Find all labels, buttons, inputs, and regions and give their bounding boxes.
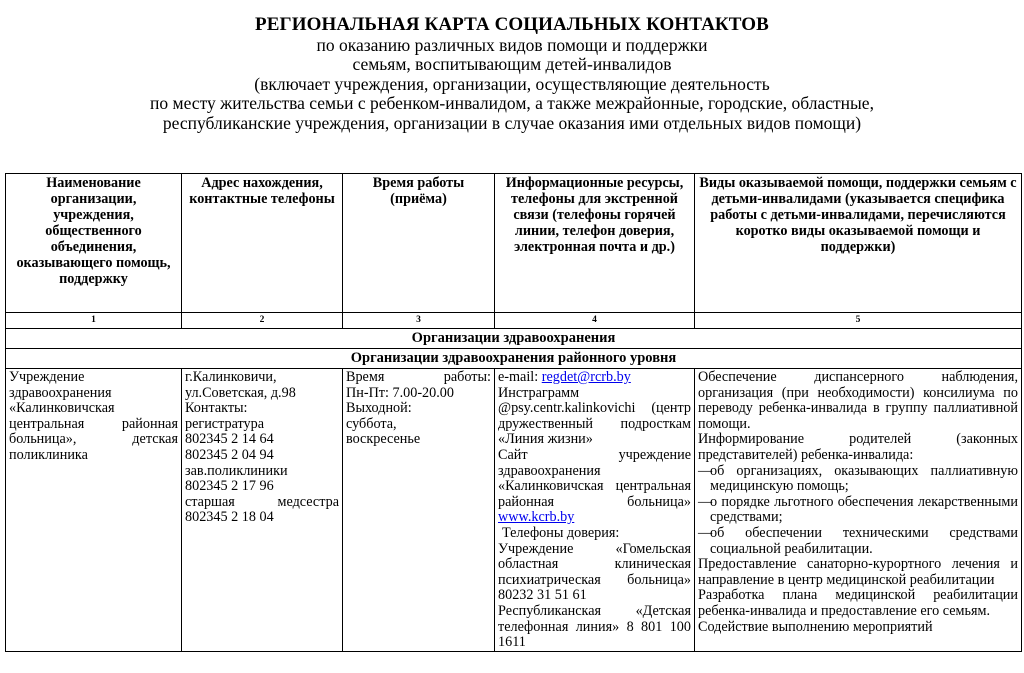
list-item-text: об обеспечении техническими средствами социальной реабилитации. <box>710 524 1018 557</box>
contacts-table <box>5 173 1022 652</box>
subsection-row <box>6 349 1022 369</box>
help-paragraph: Предоставление санаторно-курортного лечения и направление в центр медицинской реабилитации <box>698 556 1018 588</box>
address-line: регистратура <box>185 415 264 432</box>
list-item <box>698 495 1018 526</box>
help-paragraph: Информирование родителей (законных представителей) ребенка-инвалида: <box>698 431 1018 463</box>
email-label: e-mail: <box>498 369 542 385</box>
table-header-row <box>6 174 1022 313</box>
list-item <box>698 464 1018 495</box>
subtitle-line: республиканские учреждения, организации в случае оказания ими отдельных видов помощи) <box>162 112 862 133</box>
hotline-item: Учреждение «Гомельская областная клиническая психиатрическая больница» 80232 31 51 61 <box>498 540 691 604</box>
phone-number: 802345 2 14 64 <box>185 431 274 448</box>
email-link[interactable]: regdet@rcrb.by <box>541 369 631 385</box>
phone-number: 802345 2 18 04 <box>185 509 274 526</box>
hours-line: суббота, <box>346 415 397 432</box>
document-heading <box>0 0 1024 133</box>
column-header-info-resources: Информационные ресурсы, телефоны для экстренной связи (телефоны горячей линии, телефон доверия, электронная почта и др.) <box>495 174 695 313</box>
phone-number: 802345 2 17 96 <box>185 478 274 495</box>
column-header-help-types: Виды оказываемой помощи, поддержки семьям с детьми-инвалидами (указывается специфика работы с детьми-инвалидами, перечисляются коротко виды оказываемой помощи и поддержки) <box>695 174 1022 313</box>
hotline-item: Республиканская «Детская телефонная линия» 8 801 100 1611 <box>498 602 691 651</box>
dash-marker: — <box>698 493 713 510</box>
phone-number: 802345 2 04 94 <box>185 446 274 463</box>
dash-marker: — <box>698 524 713 541</box>
section-row <box>6 329 1022 349</box>
subsection-title: Организации здравоохранения районного уровня <box>6 349 1022 369</box>
address-line: Контакты: <box>185 400 248 417</box>
hours-line: Выходной: <box>346 400 412 417</box>
site-text <box>498 448 691 526</box>
column-number: 2 <box>182 313 343 329</box>
column-number-row <box>6 313 1022 329</box>
column-header-hours: Время работы (приёма) <box>343 174 495 313</box>
subtitle-line: по оказанию различных видов помощи и поддержки <box>316 35 708 55</box>
column-number: 1 <box>6 313 182 329</box>
hours-line: воскресенье <box>346 431 421 448</box>
list-item <box>698 526 1018 557</box>
dash-marker: — <box>698 462 713 479</box>
column-header-organization: Наименование организации, учреждения, общественного объединения, оказывающего помощь, поддержку <box>6 174 182 313</box>
column-header-address: Адрес нахождения, контактные телефоны <box>182 174 343 313</box>
address-line: ул.Советская, д.98 <box>185 384 296 401</box>
hours-line: Время работы: <box>346 369 491 385</box>
column-number: 3 <box>343 313 495 329</box>
info-resources-cell <box>495 369 695 652</box>
address-cell <box>182 369 343 652</box>
subtitle-line: (включает учреждения, организации, осуществляющие деятельность <box>254 73 770 94</box>
subtitle-line: семьям, воспитывающим детей-инвалидов <box>352 54 672 75</box>
list-item-text: об организациях, оказывающих паллиативную медицинскую помощь; <box>710 462 1018 495</box>
hours-cell <box>343 369 495 652</box>
list-item-text: о порядке льготного обеспечения лекарственными средствами; <box>710 493 1018 526</box>
hotline-label: Телефоны доверия: <box>502 524 620 541</box>
subtitle-line: по месту жительства семьи с ребенком-инвалидом, а также межрайонные, городские, областные, <box>150 93 874 114</box>
help-paragraph: Обеспечение диспансерного наблюдения, организация (при необходимости) консилиума по переводу ребенка-инвалида в группу паллиативной помощи. <box>698 369 1018 432</box>
address-line: старшая медсестра <box>185 493 339 510</box>
document-title: РЕГИОНАЛЬНАЯ КАРТА СОЦИАЛЬНЫХ КОНТАКТОВ <box>255 14 769 35</box>
organization-cell <box>6 369 182 652</box>
table-row <box>6 369 1022 652</box>
help-paragraph: Разработка плана медицинской реабилитации ребенка-инвалида и предоставление его семьям. <box>698 587 1018 619</box>
section-title: Организации здравоохранения <box>6 329 1022 349</box>
help-types-cell <box>695 369 1022 652</box>
address-line: г.Калинковичи, <box>185 369 277 385</box>
column-number: 4 <box>495 313 695 329</box>
help-paragraph: Содействие выполнению мероприятий <box>698 618 933 635</box>
email-line <box>498 370 691 386</box>
column-number: 5 <box>695 313 1022 329</box>
hours-line: Пн-Пт: 7.00-20.00 <box>346 384 454 401</box>
site-label: Сайт учреждение здравоохранения «Калинковичская центральная районная больница» <box>498 446 691 510</box>
organization-name: Учреждение здравоохранения «Калинковичская центральная районная больница», детская поликлиника <box>9 369 178 463</box>
site-link[interactable]: www.kcrb.by <box>498 509 575 526</box>
address-line: зав.поликлиники <box>185 462 288 479</box>
instagram-text: Инстраграмм @psy.centr.kalinkovichi (центр дружественный подросткам «Линия жизни» <box>498 384 691 448</box>
